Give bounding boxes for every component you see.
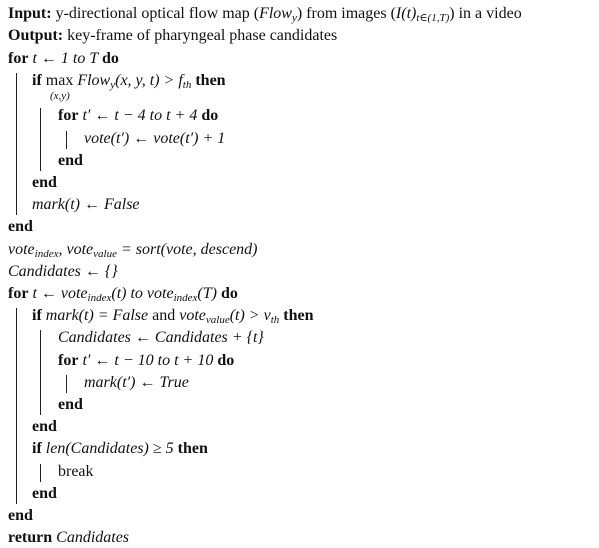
algo-line-12: Candidates ← {} [8,263,118,280]
algo-line-14: if mark(t) = False and vote$_{value}$(t) > $v_{th}$ then [32,307,314,326]
input-line: Input: y-directional optical flow map (Flow$_y$) from images $(I(t)_{t\in(1,T)})$ in a video [8,5,522,24]
algo-line-17: mark(t′) ← True [84,374,189,391]
input-keyword: Input: [8,5,52,22]
algo-line-4: if max Flow$_y$(x, y, $t) > f_{th}$ then [32,72,226,91]
algo-line-21: break [58,463,94,480]
algo-line-9: mark(t) ← False [32,196,140,213]
return-value: Candidates [52,529,130,546]
algo-line-15: Candidates ← Candidates + {t} [58,329,264,346]
algo-line-22: end [32,485,57,502]
algo-line-18: end [58,396,83,413]
algo-line-16: for t′ ← t − 10 to t + 10 do [58,352,235,369]
algo-line-13: for t ← vote$_{index}$(t) to vote$_{index}$(T) do [8,285,238,304]
algo-line-10: end [8,218,33,235]
algo-line-19: end [32,418,57,435]
algo-line-3: for t ← 1 to T do [8,50,119,67]
output-keyword: Output: [8,27,64,44]
indent-rule-if-3 [40,464,41,482]
algo-line-5: for t′ ← t − 4 to t + 4 do [58,107,219,124]
output-line: Output: key-frame of pharyngeal phase candidates [8,27,338,44]
indent-rule-for-4 [66,375,67,393]
algo-line-20: if len(Candidates) ≥ 5 then [32,440,208,457]
indent-rule-for-3 [16,308,17,504]
algo-line-7: end [58,152,83,169]
indent-rule-if-2 [40,330,41,415]
algo-line-8: end [32,174,57,191]
max-subscript: (x,y) [50,90,70,102]
algo-line-6: vote(t′) ← vote(t′) + 1 [84,130,226,147]
algo-line-23: end [8,507,33,524]
return-keyword: return [8,529,53,546]
algo-line-11: vote$_{index}$, vote$_{value}$ = sort(vote, descend) [8,241,258,260]
algo-line-24 [8,528,129,548]
indent-rule-if-1 [40,108,41,171]
indent-rule-for-2 [66,131,67,149]
indent-rule-for-1 [16,73,17,215]
